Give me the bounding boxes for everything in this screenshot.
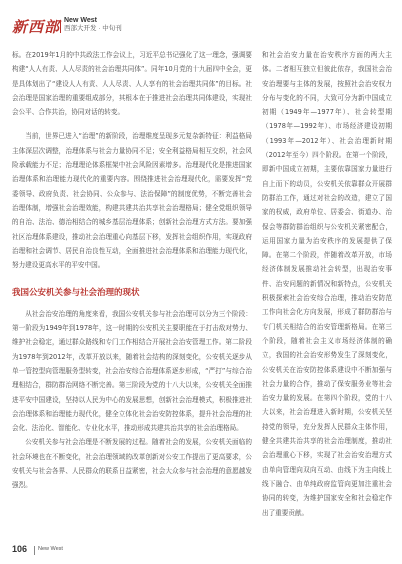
page-footer	[12, 544, 132, 558]
paragraph: 从社会治安治理的角度来看，我国公安机关参与社会治理可以分为三个阶段：第一阶段为1949年到1978年，这一时期的公安机关主要职能在于打击敌对势力、维护社会稳定，通过群众路线和专门工作相结合开展社会治安管理工作。第二阶段为1978年到2012年，改革开放以来，随着社会结构的深刻变化，公安机关逐步从单一管控型向管理服务型转变，社会治安综合治理体系逐步形成，“严打”与综合治理相结合，群防群治网络不断完善。第三阶段为党的十八大以来，公安机关全面推进平安中国建设，坚持以人民为中心的发展思想，创新社会治理模式，积极推进社会治理体系和治理能力现代化，健全立体化社会治安防控体系，提升社会治理的社会化、法治化、智能化、专业化水平，推动形成共建共治共享的社会治理格局。	[12, 309, 252, 433]
journal-logo: 新西部	[12, 18, 61, 36]
section-heading: 我国公安机关参与社会治理的现状	[12, 288, 140, 299]
right-column	[262, 48, 392, 520]
footer-journal-name: New West	[38, 546, 63, 552]
left-column	[12, 48, 252, 493]
journal-subtitle	[64, 17, 122, 33]
paragraph: 和社会治安力量在治安秩序方面的两大主体。二者相互独立但彼此依存，我国社会治安治理要与主体的发展，按照社会治安权力分布与变化的不同，大致可分为新中国成立初期（1949年—1977年）、社会转型期（1978年—1992年）、市场经济建设初期（1993年—2012年）、社会治理新时期（2012年至今）四个阶段。在第一个阶段，即新中国成立初期，主要依靠国家力量进行自上而下的动员，公安机关依靠群众开展群防群治工作，通过对社会的改造，建立了国家的权威，政府单位、居委会、街道办、治保会等群防群治组织与公安机关紧密配合，运用国家力量为治安秩序的发展提供了保障。在第二个阶段，伴随着改革开放，市场经济体制发展推动社会转型，出现治安事件、治安问题的新情况和新特点，公安机关积极探索社会治安综合治理，推动治安防范工作向社会化方向发展，形成了群防群治与专门机关相结合的治安管理新格局。在第三个阶段，随着社会主义市场经济体制的确立，我国的社会治安形势发生了深刻变化，公安机关在治安防控体系建设中不断加强与社会力量的合作，推动了保安服务业等社会治安力量的发展。在第四个阶段，党的十八大以来，社会治理进入新时期，公安机关坚持党的领导，充分发挥人民群众主体作用，健全共建共治共享的社会治理制度，推动社会治理重心下移，实现了社会治安治理方式由单向管理向双向互动、由线下为主向线上线下融合、由单纯政府监管向更加注重社会协同的转变，为维护国家安全和社会稳定作出了重要贡献。	[262, 51, 392, 517]
journal-edition: 西部大开发 · 中旬刊	[64, 25, 122, 32]
paragraph: 标。在2019年1月的中共政法工作会议上，习近平总书记强化了这一理念，强调要构建“人人有责、人人尽责的社会治理共同体”。同年10月党的十九届四中全会，更是具体划出了“建设人人有责、人人尽责、人人享有的社会治理共同体”的目标。社会治理是国家治理的重要组成部分，其根本在于推进社会治理共同体建设，实现社会公平、合作共治，协同对话的转变。	[12, 51, 252, 117]
page-header	[12, 16, 392, 38]
logo-divider	[60, 20, 61, 33]
footer-divider	[34, 546, 35, 555]
paragraph: 公安机关参与社会治理是不断发展的过程。随着社会的发展，公安机关面临的社会环境也在不断变化，社会治理领域的改革创新对公安工作提出了更高要求，公安机关与社会各界、人民群众的联系日益紧密，社会大众参与社会治理的意愿越发强烈。	[12, 438, 252, 490]
paragraph: 当前，世界已进入“治理”的新阶段，治理维度呈现多元复杂新特征：利益格局主体深层次调整，治理体系与社会力量协同不足；安全利益格局相互交织，社会风险承载能力不足；治理理论体系框架中社会风险因素增多。治理现代化是推进国家治理体系和治理能力现代化的重要内容。围绕推进社会治理现代化，需要发挥“党委领导、政府负责、社会协同、公众参与、法治保障”的制度优势，不断完善社会治理体制，增强社会治理效能，构建共建共治共享社会治理格局；健全党组织领导的自治、法治、德治相结合的城乡基层治理体系；创新社会治理方式方法。要加强社区治理体系建设，推动社会治理重心向基层下移，发挥社会组织作用，实现政府治理和社会调节、居民自治良性互动，全面推进社会治理体系和治理能力现代化，努力建设更高水平的平安中国。	[12, 132, 252, 270]
page-number: 106	[12, 544, 28, 554]
journal-english-name: New West	[64, 17, 97, 24]
